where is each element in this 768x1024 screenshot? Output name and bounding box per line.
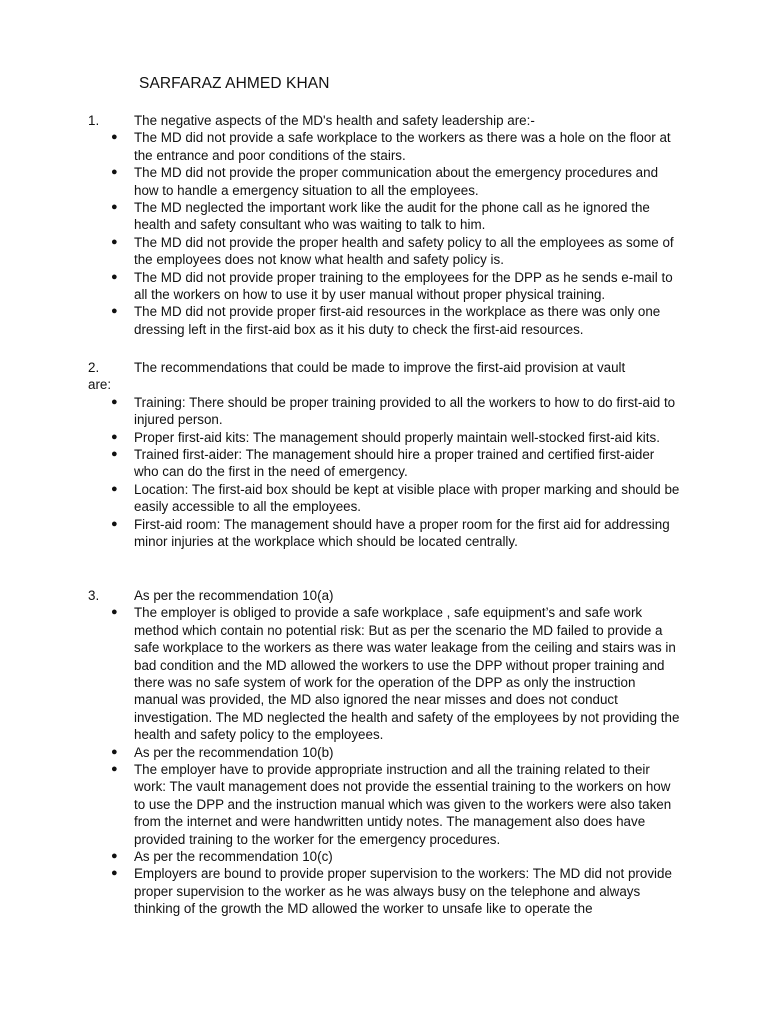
section-heading (0, 359, 768, 394)
bullet-icon: ● (111, 763, 118, 776)
bullet-list (0, 129, 768, 338)
author-name: SARFARAZ AHMED KHAN (139, 75, 330, 92)
section-heading (0, 112, 768, 129)
list-item: ● The MD did not provide the proper communication about the emergency procedures and how to handle a emergency situation to all the employees. (111, 165, 659, 198)
bullet-list (0, 394, 768, 551)
list-item: ● The employer have to provide appropriate instruction and all the training related to their work: The vault management does not provide the essential training to the workers on how to use the DPP and the instruction manual which was given to the workers were also taken from the internet and were handwritten untidy notes. The management also does have provided training to the worker for the emergency procedures. (111, 762, 672, 847)
list-item: ● Location: The first-aid box should be kept at visible place with proper marking and should be easily accessible to all the employees. (111, 481, 680, 515)
section-1 (0, 112, 768, 338)
bullet-icon: ● (111, 131, 118, 144)
bullet-icon: ● (111, 201, 118, 214)
list-item: ● The MD did not provide the proper health and safety policy to all the employees as some of the employees does not know what health and safety policy is. (111, 234, 674, 268)
list-item: ● Trained first-aider: The management should hire a proper trained and certified first-aider who can do the first in the need of emergency. (111, 447, 655, 480)
bullet-icon: ● (111, 482, 118, 495)
bullet-icon: ● (111, 270, 118, 283)
section-heading-continuation: are: (88, 377, 112, 393)
section-number: 2. (88, 360, 100, 375)
bullet-icon: ● (111, 606, 118, 619)
section-3 (0, 587, 768, 918)
section-heading-text: The recommendations that could be made to improve the first-aid provision at vault (134, 360, 626, 375)
bullet-list (0, 604, 768, 917)
bullet-icon: ● (111, 448, 118, 461)
bullet-icon: ● (111, 867, 118, 880)
list-item: ● Training: There should be proper training provided to all the workers to how to do first-aid to injured person. (111, 394, 676, 428)
bullet-icon: ● (111, 166, 118, 179)
section-number: 1. (88, 113, 100, 128)
section-number: 3. (88, 588, 100, 603)
list-item: ● The employer is obliged to provide a safe workplace , safe equipment’s and safe work method which contain no potential risk: But as per the scenario the MD failed to provide a safe workplace to the workers as there was water leakage from the ceiling and stairs was in bad condition and the MD allowed the workers to use the DPP without proper training and there was no safe system of work for the operation of the DPP as only the instruction manual was provided, the MD also ignored the near misses and does not conduct investigation. The MD neglected the health and safety of the employees by not providing the health and safety policy to the employees. (111, 605, 680, 743)
list-item: ● The MD did not provide proper first-aid resources in the workplace as there was only one dressing left in the first-aid box as it his duty to check the first-aid resources. (111, 304, 661, 337)
list-item: ● Proper first-aid kits: The management should properly maintain well-stocked first-aid kits. (111, 429, 660, 445)
list-item: ● The MD neglected the important work like the audit for the phone call as he ignored the health and safety consultant who was waiting to talk to him. (111, 200, 650, 233)
bullet-icon: ● (111, 305, 118, 318)
list-item: ● As per the recommendation 10(c) (111, 849, 333, 865)
section-heading-text: The negative aspects of the MD's health and safety leadership are:- (134, 113, 535, 128)
list-item: ● As per the recommendation 10(b) (111, 744, 334, 760)
bullet-icon: ● (111, 430, 118, 443)
list-item: ● Employers are bound to provide proper supervision to the workers: The MD did not provide proper supervision to the worker as he was always busy on the telephone and always thinking of the growth the MD allowed the worker to unsafe like to operate the (111, 866, 672, 917)
bullet-icon: ● (111, 850, 118, 863)
section-heading-text: As per the recommendation 10(a) (134, 588, 334, 603)
bullet-icon: ● (111, 395, 118, 408)
bullet-icon: ● (111, 235, 118, 248)
bullet-icon: ● (111, 517, 118, 530)
section-heading (0, 587, 768, 604)
list-item: ● The MD did not provide a safe workplace to the workers as there was a hole on the floor at the entrance and poor conditions of the stairs. (111, 130, 671, 163)
section-2 (0, 359, 768, 550)
bullet-icon: ● (111, 745, 118, 758)
list-item: ● First-aid room: The management should have a proper room for the first aid for addressing minor injuries at the workplace which should be located centrally. (111, 516, 670, 550)
list-item: ● The MD did not provide proper training to the employees for the DPP as he sends e-mail to all the workers on how to use it by user manual without proper physical training. (111, 269, 673, 303)
